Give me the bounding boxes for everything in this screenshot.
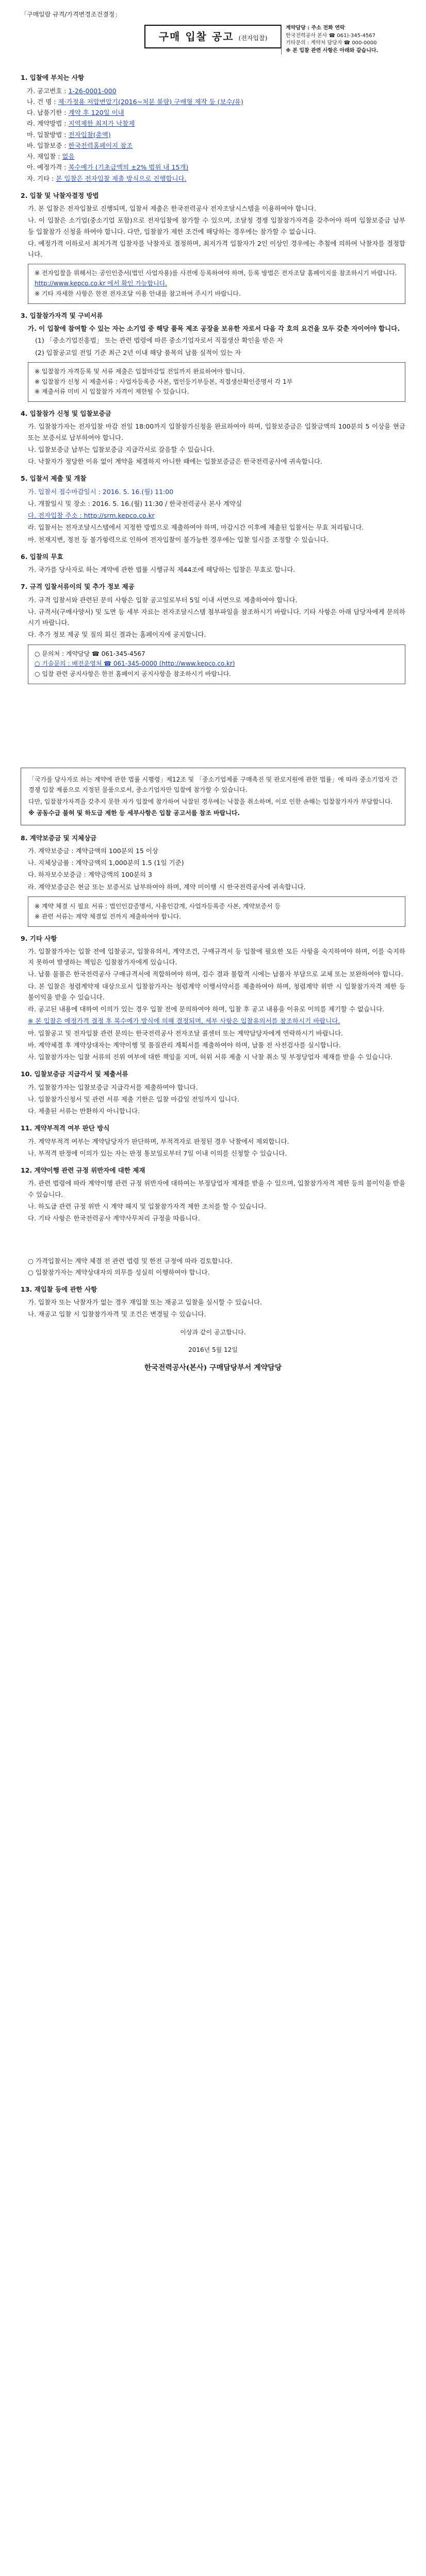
section-title: 12. 계약이행 관련 규정 위반자에 대한 제재 bbox=[21, 1166, 145, 1175]
info-value: 본 입찰은 전자입찰 제출 방식으로 진행합니다. bbox=[56, 174, 187, 182]
info-key: 다. 납품기한 : bbox=[27, 109, 67, 117]
notice-box bbox=[28, 264, 405, 303]
notice-big-box bbox=[21, 768, 405, 825]
section-title: 2. 입찰 및 낙찰자결정 방법 bbox=[21, 191, 99, 199]
paragraph: ※ 공동수급 불허 및 하도급 제한 등 세부사항은 입찰 공고서를 참조 바랍니다. bbox=[28, 809, 240, 817]
paragraph: 라. 공고된 내용에 대하여 이의가 있는 경우 입찰 전에 문의하여야 하며, 입찰 후 공고 내용을 이유로 이의를 제기할 수 없습니다. bbox=[28, 1005, 385, 1013]
info-row bbox=[21, 140, 405, 151]
contact-line: 기타문의 : 계약처 담당자 ☎ 000-0000 bbox=[286, 40, 377, 46]
paragraph: 나. 이 입찰은 소기업(중소기업 포함)으로 전자입찰에 참가할 수 있으며, 조달청 경쟁 입찰참가자격을 갖추어야 하며 입찰보증금 납부 등 입찰참가 신청을 하여야 합니다. 다만, 입찰참가 제한 조건에 해당하는 경우에는 참가할 수 없습니다. bbox=[28, 216, 405, 235]
notice-line: ※ 관련 서류는 계약 체결일 전까지 제출하여야 합니다. bbox=[35, 913, 182, 921]
paragraph: (1) 「중소기업진흥법」 또는 관련 법령에 따른 중소기업자로서 직접생산 확인을 받은 자 bbox=[35, 336, 283, 345]
paragraph: 라. 계약보증금은 현금 또는 보증서로 납부하여야 하며, 계약 미이행 시 한국전력공사에 귀속합니다. bbox=[28, 883, 306, 891]
document-page bbox=[21, 9, 405, 1375]
section-title: 11. 계약부적격 여부 판단 방식 bbox=[21, 1124, 110, 1132]
paragraph: 가. 입찰서 접수마감일시 : 2016. 5. 16.(월) 11:00 bbox=[28, 487, 174, 496]
section-title: 1. 입찰에 부치는 사항 bbox=[21, 74, 85, 82]
info-value: 제·가정용 저압변압기(2016~처분 불량) 구매형 제작 등 (보수/유) bbox=[58, 97, 243, 106]
paragraph: 다. 하자보수보증금 : 계약금액의 100분의 3 bbox=[28, 871, 152, 879]
info-value: 복수예가 (기초금액의 ±2% 범위 내 15개) bbox=[68, 163, 189, 172]
info-key: 라. 계약방법 : bbox=[27, 120, 67, 128]
paragraph: 다. 본 입찰은 청렴계약제 대상으로서 입찰참가자는 청렴계약 이행서약서를 제출하여야 하며, 청렴계약 위반 시 입찰참가자격 제한 등 불이익을 받을 수 있습니다. bbox=[28, 982, 405, 1001]
section-title: 5. 입찰서 제출 및 개찰 bbox=[21, 474, 87, 483]
title-sub: (전자입찰) bbox=[238, 35, 268, 42]
section-title: 6. 입찰의 무효 bbox=[21, 552, 63, 561]
info-key: 자. 기타 : bbox=[27, 174, 54, 182]
info-value: 없음 bbox=[62, 152, 75, 161]
spacer bbox=[21, 1225, 405, 1256]
paragraph: 나. 규격서(구매사양서) 및 도면 등 세부 자료는 전자조달시스템 첨부파일을 참조하시기 바랍니다. 기타 사항은 아래 담당자에게 문의하시기 바랍니다. bbox=[28, 607, 405, 627]
section-title: 10. 입찰보증금 지급각서 및 제출서류 bbox=[21, 1070, 128, 1078]
paragraph: 나. 부적격 판정에 이의가 있는 자는 판정 통보일로부터 7일 이내 이의를 신청할 수 있습니다. bbox=[28, 1149, 287, 1157]
section-title: 3. 입찰참가자격 및 구비서류 bbox=[21, 311, 103, 319]
contact-line: 한국전력공사 본사 ☎ 061)-345-4567 bbox=[286, 32, 376, 39]
notice-date: 2016년 5월 12일 bbox=[188, 1346, 238, 1354]
info-row bbox=[21, 173, 405, 184]
section-10 bbox=[21, 1069, 405, 1116]
section-title: 9. 기타 사항 bbox=[21, 934, 57, 942]
info-value: 전자입찰(총액) bbox=[68, 130, 111, 139]
notice-box bbox=[28, 896, 405, 927]
section-4 bbox=[21, 408, 405, 467]
paragraph: 가. 본 입찰은 전자입찰로 진행되며, 입찰서 제출은 한국전력공사 전자조달시스템을 이용하여야 합니다. bbox=[28, 205, 316, 213]
paragraph: 나. 하도급 관련 규정 위반 시 계약 해지 및 입찰참가자격 제한 조치를 할 수 있습니다. bbox=[28, 1202, 267, 1210]
info-key: 가. 공고번호 : bbox=[27, 87, 67, 95]
paragraph: 나. 개찰일시 및 장소 : 2016. 5. 16.(월) 11:30 / 한국전력공사 본사 계약실 bbox=[28, 499, 242, 507]
notice-link[interactable]: ○ 기술문의 : 배전운영처 ☎ 061-345-0000 (http://www.kepco.co.kr) bbox=[35, 660, 235, 668]
paragraph: 가. 규격 입찰서와 관련된 문의 사항은 입찰 공고일로부터 5일 이내 서면으로 제출하여야 합니다. bbox=[28, 596, 298, 604]
section-8 bbox=[21, 833, 405, 927]
info-row bbox=[21, 96, 405, 107]
paragraph: 가. 계약보증금 : 계약금액의 100분의 15 이상 bbox=[28, 846, 158, 855]
highlight-note: ※ 본 입찰은 예정가격 결정 후 복수예가 방식에 의해 결정되며, 세부 사항은 입찰유의서를 참조하시기 바랍니다. bbox=[28, 1017, 340, 1025]
page-title bbox=[144, 25, 282, 48]
issuing-organization: 한국전력공사(본사) 구매담당부서 계약담당 bbox=[144, 1364, 282, 1372]
info-key: 바. 입찰보증 : bbox=[27, 141, 67, 149]
paragraph: 다. 제출된 서류는 반환하지 아니합니다. bbox=[28, 1107, 140, 1115]
top-note: 「구매일람 규격/가격변경조건결정」 bbox=[21, 11, 121, 18]
paragraph: 다. 추가 정보 제공 및 질의 회신 결과는 홈페이지에 공지합니다. bbox=[28, 631, 206, 639]
section-13 bbox=[21, 1284, 405, 1320]
notice-line: ※ 제출서류 미비 시 입찰참가 자격이 제한될 수 있습니다. bbox=[35, 388, 189, 396]
header bbox=[21, 25, 405, 66]
notice-line: ○ 입찰 관련 공지사항은 한전 홈페이지 공지사항을 참조하시기 바랍니다. bbox=[35, 670, 231, 678]
paragraph: (2) 입찰공고일 전일 기준 최근 2년 이내 해당 품목의 납품 실적이 있는 자 bbox=[35, 348, 241, 357]
notice-line: ※ 입찰참가 신청 시 제출서류 : 사업자등록증 사본, 법인등기부등본, 직접생산확인증명서 각 1부 bbox=[35, 378, 293, 385]
contact-info bbox=[281, 25, 405, 55]
paragraph: 가. 입찰참가자는 입찰 전에 입찰공고, 입찰유의서, 계약조건, 구매규격서 등 입찰에 필요한 모든 사항을 숙지하여야 하며, 이를 숙지하지 못하여 발생하는 책임은 입찰참가자에게 있습니다. bbox=[28, 947, 405, 967]
contact-line: 계약담당 : 주소 전화 연락 bbox=[286, 25, 345, 31]
paragraph: 가. 관련 법령에 따라 계약이행 관련 규정 위반자에 대하여는 부정당업자 제재를 받을 수 있으며, 입찰참가자격 제한 등의 불이익을 받을 수 있습니다. bbox=[28, 1179, 405, 1198]
info-row bbox=[21, 107, 405, 118]
paragraph: 다만, 입찰참가자격을 갖추지 못한 자가 입찰에 참가하여 낙찰된 경우에는 낙찰을 취소하며, 이로 인한 손해는 입찰참가자가 부담합니다. bbox=[28, 798, 393, 805]
section-title: 13. 재입찰 등에 관한 사항 bbox=[21, 1285, 97, 1293]
section-title: 8. 계약보증금 및 지체상금 bbox=[21, 834, 97, 842]
paragraph: 「국가를 당사자로 하는 계약에 관한 법률 시행령」제12조 및 「중소기업제품 구매촉진 및 판로지원에 관한 법률」에 따라 중소기업자 간 경쟁 입찰 제품으로 지정된 물품으로서, 중소기업자만 입찰에 참가할 수 있습니다. bbox=[28, 776, 398, 794]
contact-line: ※ 본 입찰 관련 사항은 아래와 같습니다. bbox=[286, 47, 379, 54]
info-row bbox=[21, 86, 405, 96]
paragraph: 다. 예정가격 이하로서 최저가격 입찰자를 낙찰자로 결정하며, 최저가격 입찰자가 2인 이상인 경우에는 추첨에 의하여 낙찰자를 결정합니다. bbox=[28, 239, 405, 259]
section-title: 4. 입찰참가 신청 및 입찰보증금 bbox=[21, 410, 111, 418]
paragraph: 나. 재공고 입찰 시 입찰참가자격 및 조건은 변경될 수 있습니다. bbox=[28, 1310, 206, 1318]
info-key: 나. 건 명 : bbox=[27, 97, 56, 106]
notice-link[interactable]: http://www.kepco.co.kr 에서 확인 가능합니다. bbox=[35, 280, 167, 287]
notice-line: ○ 문의처 : 계약담당 ☎ 061-345-4567 bbox=[35, 650, 145, 657]
spacer bbox=[21, 688, 405, 760]
paragraph: 나. 입찰참가신청서 및 관련 서류 제출 기한은 입찰 마감일 전일까지 입니다. bbox=[28, 1095, 239, 1103]
info-value: 계약 후 120일 이내 bbox=[68, 109, 124, 117]
notice-box bbox=[28, 645, 405, 684]
paragraph: 가. 입찰자 또는 낙찰자가 없는 경우 재입찰 또는 재공고 입찰을 실시할 수 있습니다. bbox=[28, 1298, 263, 1307]
notice-line: ※ 기타 자세한 사항은 한전 전자조달 이용 안내를 참고하여 주시기 바랍니다. bbox=[35, 290, 241, 297]
paragraph: 나. 납품 물품은 한국전력공사 구매규격서에 적합하여야 하며, 검수 결과 불합격 시에는 납품자 부담으로 교체 또는 보완하여야 합니다. bbox=[28, 970, 403, 978]
section-11 bbox=[21, 1123, 405, 1159]
info-row bbox=[21, 151, 405, 162]
paragraph: 가. 입찰참가자는 전자입찰 마감 전일 18:00까지 입찰참가신청을 완료하여야 하며, 입찰보증금은 입찰금액의 100분의 5 이상을 현금 또는 보증서로 납부하여야 합니다. bbox=[28, 422, 405, 442]
title-text: 구매 입찰 공고 bbox=[158, 30, 234, 43]
notice-line: ※ 계약 체결 시 필요 서류 : 법인인감증명서, 사용인감계, 사업자등록증 사본, 계약보증서 등 bbox=[35, 902, 281, 910]
paragraph: 사. 입찰참가자는 입찰 서류의 진위 여부에 대한 책임을 지며, 허위 서류 제출 시 낙찰 취소 및 부정당업자 제재를 받을 수 있습니다. bbox=[28, 1053, 393, 1061]
paragraph: 가. 계약부적격 여부는 계약담당자가 판단하며, 부적격자로 판정된 경우 낙찰에서 제외합니다. bbox=[28, 1137, 289, 1145]
section-6 bbox=[21, 551, 405, 575]
info-key: 마. 입찰방법 : bbox=[27, 130, 67, 139]
paragraph: 바. 계약체결 후 계약상대자는 계약이행 및 품질관리 계획서를 제출하여야 하며, 납품 전 사전검사를 실시합니다. bbox=[28, 1041, 341, 1049]
info-key: 아. 예정가격 : bbox=[27, 163, 67, 172]
info-value: 1-26-0001-000 bbox=[68, 87, 117, 95]
paragraph: 나. 입찰보증금 납부는 입찰보증금 지급각서로 갈음할 수 있습니다. bbox=[28, 445, 215, 453]
closing-text: 이상과 같이 공고합니다. bbox=[180, 1328, 246, 1336]
paragraph: 마. 천재지변, 정전 등 불가항력으로 인하여 전자입찰이 불가능한 경우에는 입찰 일시를 조정할 수 있습니다. bbox=[28, 535, 329, 544]
paragraph: 가. 입찰참가자는 입찰보증금 지급각서를 제출하여야 합니다. bbox=[28, 1083, 198, 1091]
bullet-line: ○ 가격입찰서는 계약 체결 전 관련 법령 및 한전 규정에 따라 검토합니다. bbox=[28, 1257, 233, 1265]
section-title: 7. 규격 입찰서류이의 및 추가 정보 제공 bbox=[21, 583, 135, 591]
link-paragraph[interactable]: 다. 전자입찰 주소 : http://srm.kepco.co.kr bbox=[28, 512, 155, 520]
paragraph: 다. 낙찰자가 정당한 이유 없이 계약을 체결하지 아니한 때에는 입찰보증금은 한국전력공사에 귀속합니다. bbox=[28, 457, 322, 466]
paragraph: 마. 입찰공고 및 전자입찰 관련 문의는 한국전력공사 전자조달 콜센터 또는 계약담당자에게 연락하시기 바랍니다. bbox=[28, 1029, 343, 1037]
section-9 bbox=[21, 933, 405, 1063]
notice-box bbox=[28, 362, 405, 402]
section-2 bbox=[21, 190, 405, 304]
info-value: 지역제한 최저가 낙찰제 bbox=[68, 120, 135, 128]
info-row bbox=[21, 162, 405, 173]
info-value: 한국전력홈페이지 참조 bbox=[68, 141, 133, 149]
section-7 bbox=[21, 581, 405, 684]
section-3 bbox=[21, 310, 405, 402]
paragraph: 나. 지체상금률 : 계약금액의 1,000분의 1.5 (1일 기준) bbox=[28, 859, 184, 867]
info-row bbox=[21, 129, 405, 140]
paragraph: 가. 이 입찰에 참여할 수 있는 자는 소기업 중 해당 품목 제조 공장을 보유한 자로서 다음 각 호의 요건을 모두 갖춘 자이어야 합니다. bbox=[28, 325, 400, 333]
paragraph: 다. 기타 사항은 한국전력공사 계약사무처리 규정을 따릅니다. bbox=[28, 1214, 200, 1223]
paragraph: 가. 국가를 당사자로 하는 계약에 관한 법률 시행규칙 제44조에 해당하는 입찰은 무효로 합니다. bbox=[28, 566, 296, 574]
notice-line: ※ 입찰참가 자격등록 및 서류 제출은 입찰마감일 전일까지 완료하여야 합니다. bbox=[35, 367, 245, 375]
info-row bbox=[21, 118, 405, 129]
section-1 bbox=[21, 72, 405, 184]
section-12 bbox=[21, 1165, 405, 1278]
notice-line: ※ 전자입찰을 위해서는 공인인증서(법인 사업자용)를 사전에 등록하여야 하며, 등록 방법은 전자조달 홈페이지를 참조하시기 바랍니다. bbox=[35, 269, 397, 277]
info-key: 사. 재입찰 : bbox=[27, 152, 60, 161]
section-5 bbox=[21, 473, 405, 545]
paragraph: 라. 입찰서는 전자조달시스템에서 지정한 방법으로 제출하여야 하며, 마감시간 이후에 제출된 입찰서는 무효 처리됩니다. bbox=[28, 523, 364, 532]
bullet-line: ○ 입찰참가자는 계약상대자의 의무를 성실히 이행하여야 합니다. bbox=[28, 1268, 210, 1276]
